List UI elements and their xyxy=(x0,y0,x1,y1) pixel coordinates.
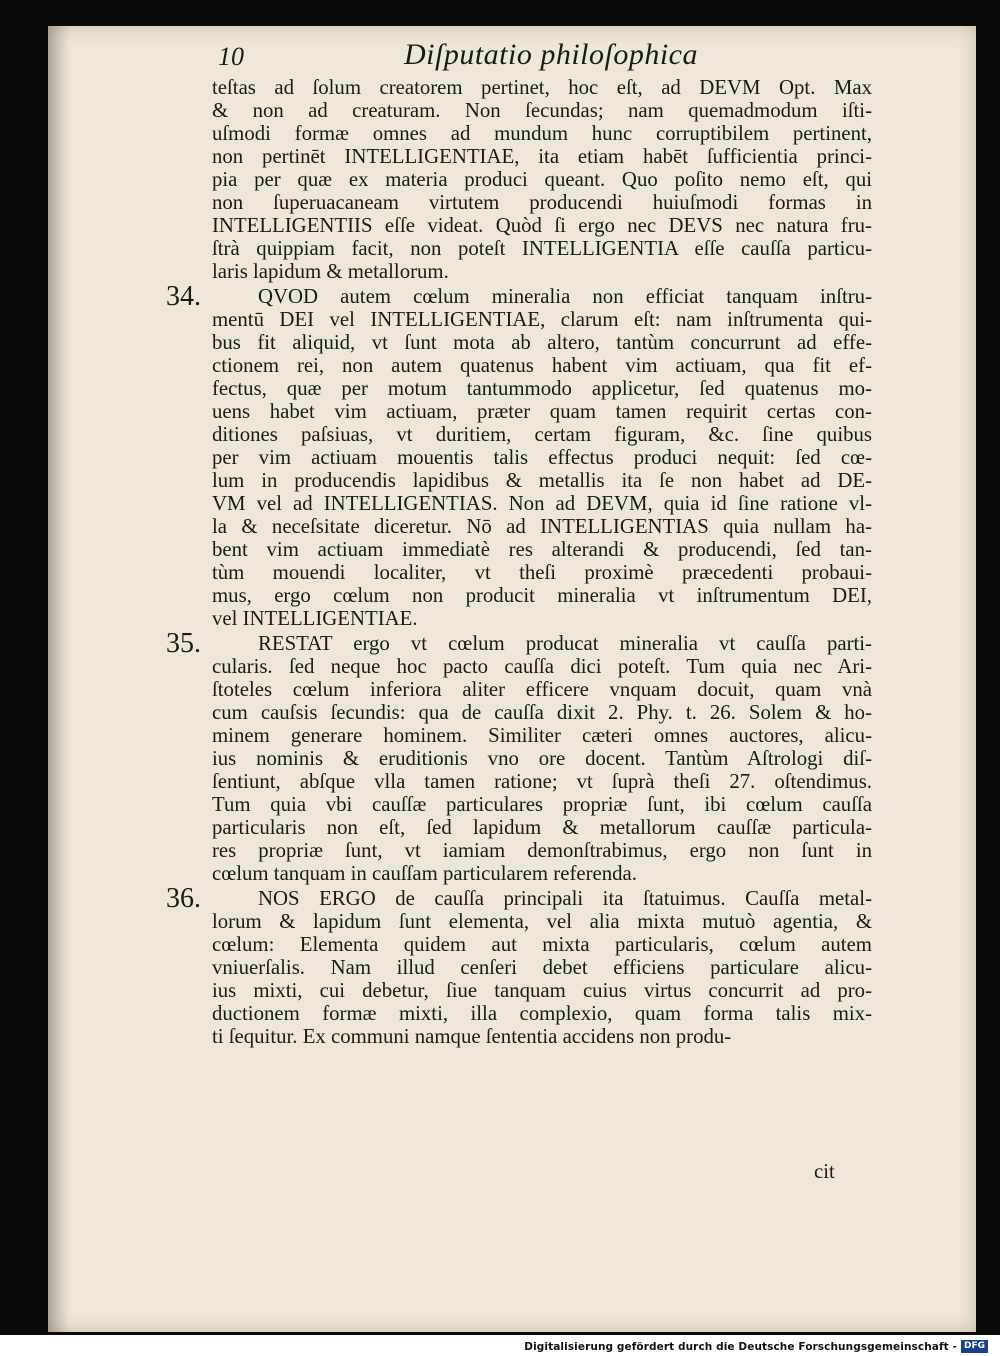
text-line: tùm mouendi localiter, vt theſi proximè præcedenti probaui- xyxy=(212,561,872,584)
text-line: ſentiunt, abſque vlla tamen ratione; vt ſuprà theſi 27. oſtendimus. xyxy=(212,770,872,793)
text-line: bent vim actiuam immediatè res alterandi & producendi, ſed tan- xyxy=(212,538,872,561)
text-line: minem generare hominem. Similiter cæteri omnes auctores, alicu- xyxy=(212,724,872,747)
text-line: VM vel ad INTELLIGENTIAS. Non ad DEVM, quia id ſine ratione vl- xyxy=(212,492,872,515)
text-line: vel INTELLIGENTIAE. xyxy=(212,607,418,630)
text-line: mentū DEI vel INTELLIGENTIAE, clarum eſt: nam inſtrumenta qui- xyxy=(212,308,872,331)
text-line: fectus, quæ per motum tantummodo applicetur, ſed quatenus mo- xyxy=(212,377,872,400)
text-line: laris lapidum & metallorum. xyxy=(212,260,449,283)
text-line: res propriæ ſunt, vt iamiam demonſtrabimus, ergo non ſunt in xyxy=(212,839,872,862)
text-line: lorum & lapidum ſunt elementa, vel alia mixta mutuò agentia, & xyxy=(212,910,872,933)
text-line: ctionem rei, non autem quatenus habent vim actiuam, qua fit ef- xyxy=(212,354,872,377)
paragraph-34 xyxy=(166,281,872,630)
text-line: per vim actiuam mouentis talis effectus produci nequit: ſed cœ- xyxy=(212,446,872,469)
text-line: cœlum tanquam in cauſſam particularem referenda. xyxy=(212,862,637,885)
text-line: INTELLIGENTIIS eſſe videat. Quòd ſi ergo nec DEVS nec natura fru- xyxy=(212,214,872,237)
text-line: QVOD autem cœlum mineralia non efficiat tanquam inſtru- xyxy=(258,285,872,308)
paragraph-number: 36. xyxy=(166,883,201,914)
catchword: cit xyxy=(814,1160,835,1183)
text-line: pia per quæ ex materia produci queant. Quo poſito nemo eſt, qui xyxy=(212,168,872,191)
text-line: ius nominis & eruditionis vno ore docent. Tantùm Aſtrologi diſ- xyxy=(212,747,872,770)
page-number: 10 xyxy=(218,42,244,71)
text-line: teſtas ad ſolum creatorem pertinet, hoc eſt, ad DEVM Opt. Max xyxy=(212,76,872,99)
paragraph-continued xyxy=(212,76,872,283)
text-line: Tum quia vbi cauſſæ particulares propriæ ſunt, ibi cœlum cauſſa xyxy=(212,793,872,816)
text-line: cœlum: Elementa quidem aut mixta particularis, cœlum autem xyxy=(212,933,872,956)
text-line: non pertinēt INTELLIGENTIAE, ita etiam habēt ſufficientia princi- xyxy=(212,145,872,168)
text-line: NOS ERGO de cauſſa principali ita ſtatuimus. Cauſſa metal- xyxy=(258,887,872,910)
funding-notice: Digitalisierung gefördert durch die Deutsche Forschungsgemeinschaft - xyxy=(524,1340,957,1353)
text-line: particularis non eſt, ſed lapidum & metallorum cauſſæ particula- xyxy=(212,816,872,839)
page-gutter-shadow xyxy=(48,26,70,1332)
text-line: ius mixti, cui debetur, ſiue tanquam cuius virtus concurrit ad pro- xyxy=(212,979,872,1002)
text-line: ſtoteles cœlum inferiora aliter efficere vnquam docuit, quam vnà xyxy=(212,678,872,701)
text-line: ditiones paſsiuas, vt duritiem, certam figuram, &c. ſine quibus xyxy=(212,423,872,446)
text-line: ſtrà quippiam facit, non poteſt INTELLIGENTIA eſſe cauſſa particu- xyxy=(212,237,872,260)
paragraph-number: 34. xyxy=(166,281,201,312)
paragraph-35 xyxy=(166,628,872,885)
text-line: ti ſequitur. Ex communi namque ſententia accidens non produ- xyxy=(212,1025,732,1048)
text-line: uſmodi formæ omnes ad mundum hunc corruptibilem pertinent, xyxy=(212,122,872,145)
text-line: la & neceſsitate diceretur. Nō ad INTELLIGENTIAS quia nullam ha- xyxy=(212,515,872,538)
paragraph-number: 35. xyxy=(166,628,201,659)
text-line: & non ad creaturam. Non ſecundas; nam quemadmodum iſti- xyxy=(212,99,872,122)
text-line: cum cauſsis ſecundis: qua de cauſſa dixit 2. Phy. t. 26. Solem & ho- xyxy=(212,701,872,724)
footer xyxy=(524,1339,988,1354)
text-line: ductionem formæ mixti, illa complexio, quam forma talis mix- xyxy=(212,1002,872,1025)
text-line: vniuerſalis. Nam illud cenſeri debet efficiens particulare alicu- xyxy=(212,956,872,979)
text-line: non ſuperuacaneam virtutem producendi huiuſmodi formas in xyxy=(212,191,872,214)
text-line: mus, ergo cœlum non producit mineralia vt inſtrumentum DEI, xyxy=(212,584,872,607)
body-text xyxy=(166,76,872,1048)
text-line: RESTAT ergo vt cœlum producat mineralia vt cauſſa parti- xyxy=(258,632,872,655)
dfg-logo-icon: DFG xyxy=(961,1340,988,1353)
text-line: cularis. ſed neque hoc pacto cauſſa dici poteſt. Tum quia nec Ari- xyxy=(212,655,872,678)
paragraph-36 xyxy=(166,883,872,1048)
text-line: bus fit aliquid, vt ſunt mota ab altero, tantùm concurrunt ad effe- xyxy=(212,331,872,354)
text-line: uens habet vim actiuam, præter quam tamen requirit certas con- xyxy=(212,400,872,423)
running-head: Diſputatio philoſophica xyxy=(404,38,698,71)
text-line: lum in producendis lapidibus & metallis ita ſe non habet ad DE- xyxy=(212,469,872,492)
